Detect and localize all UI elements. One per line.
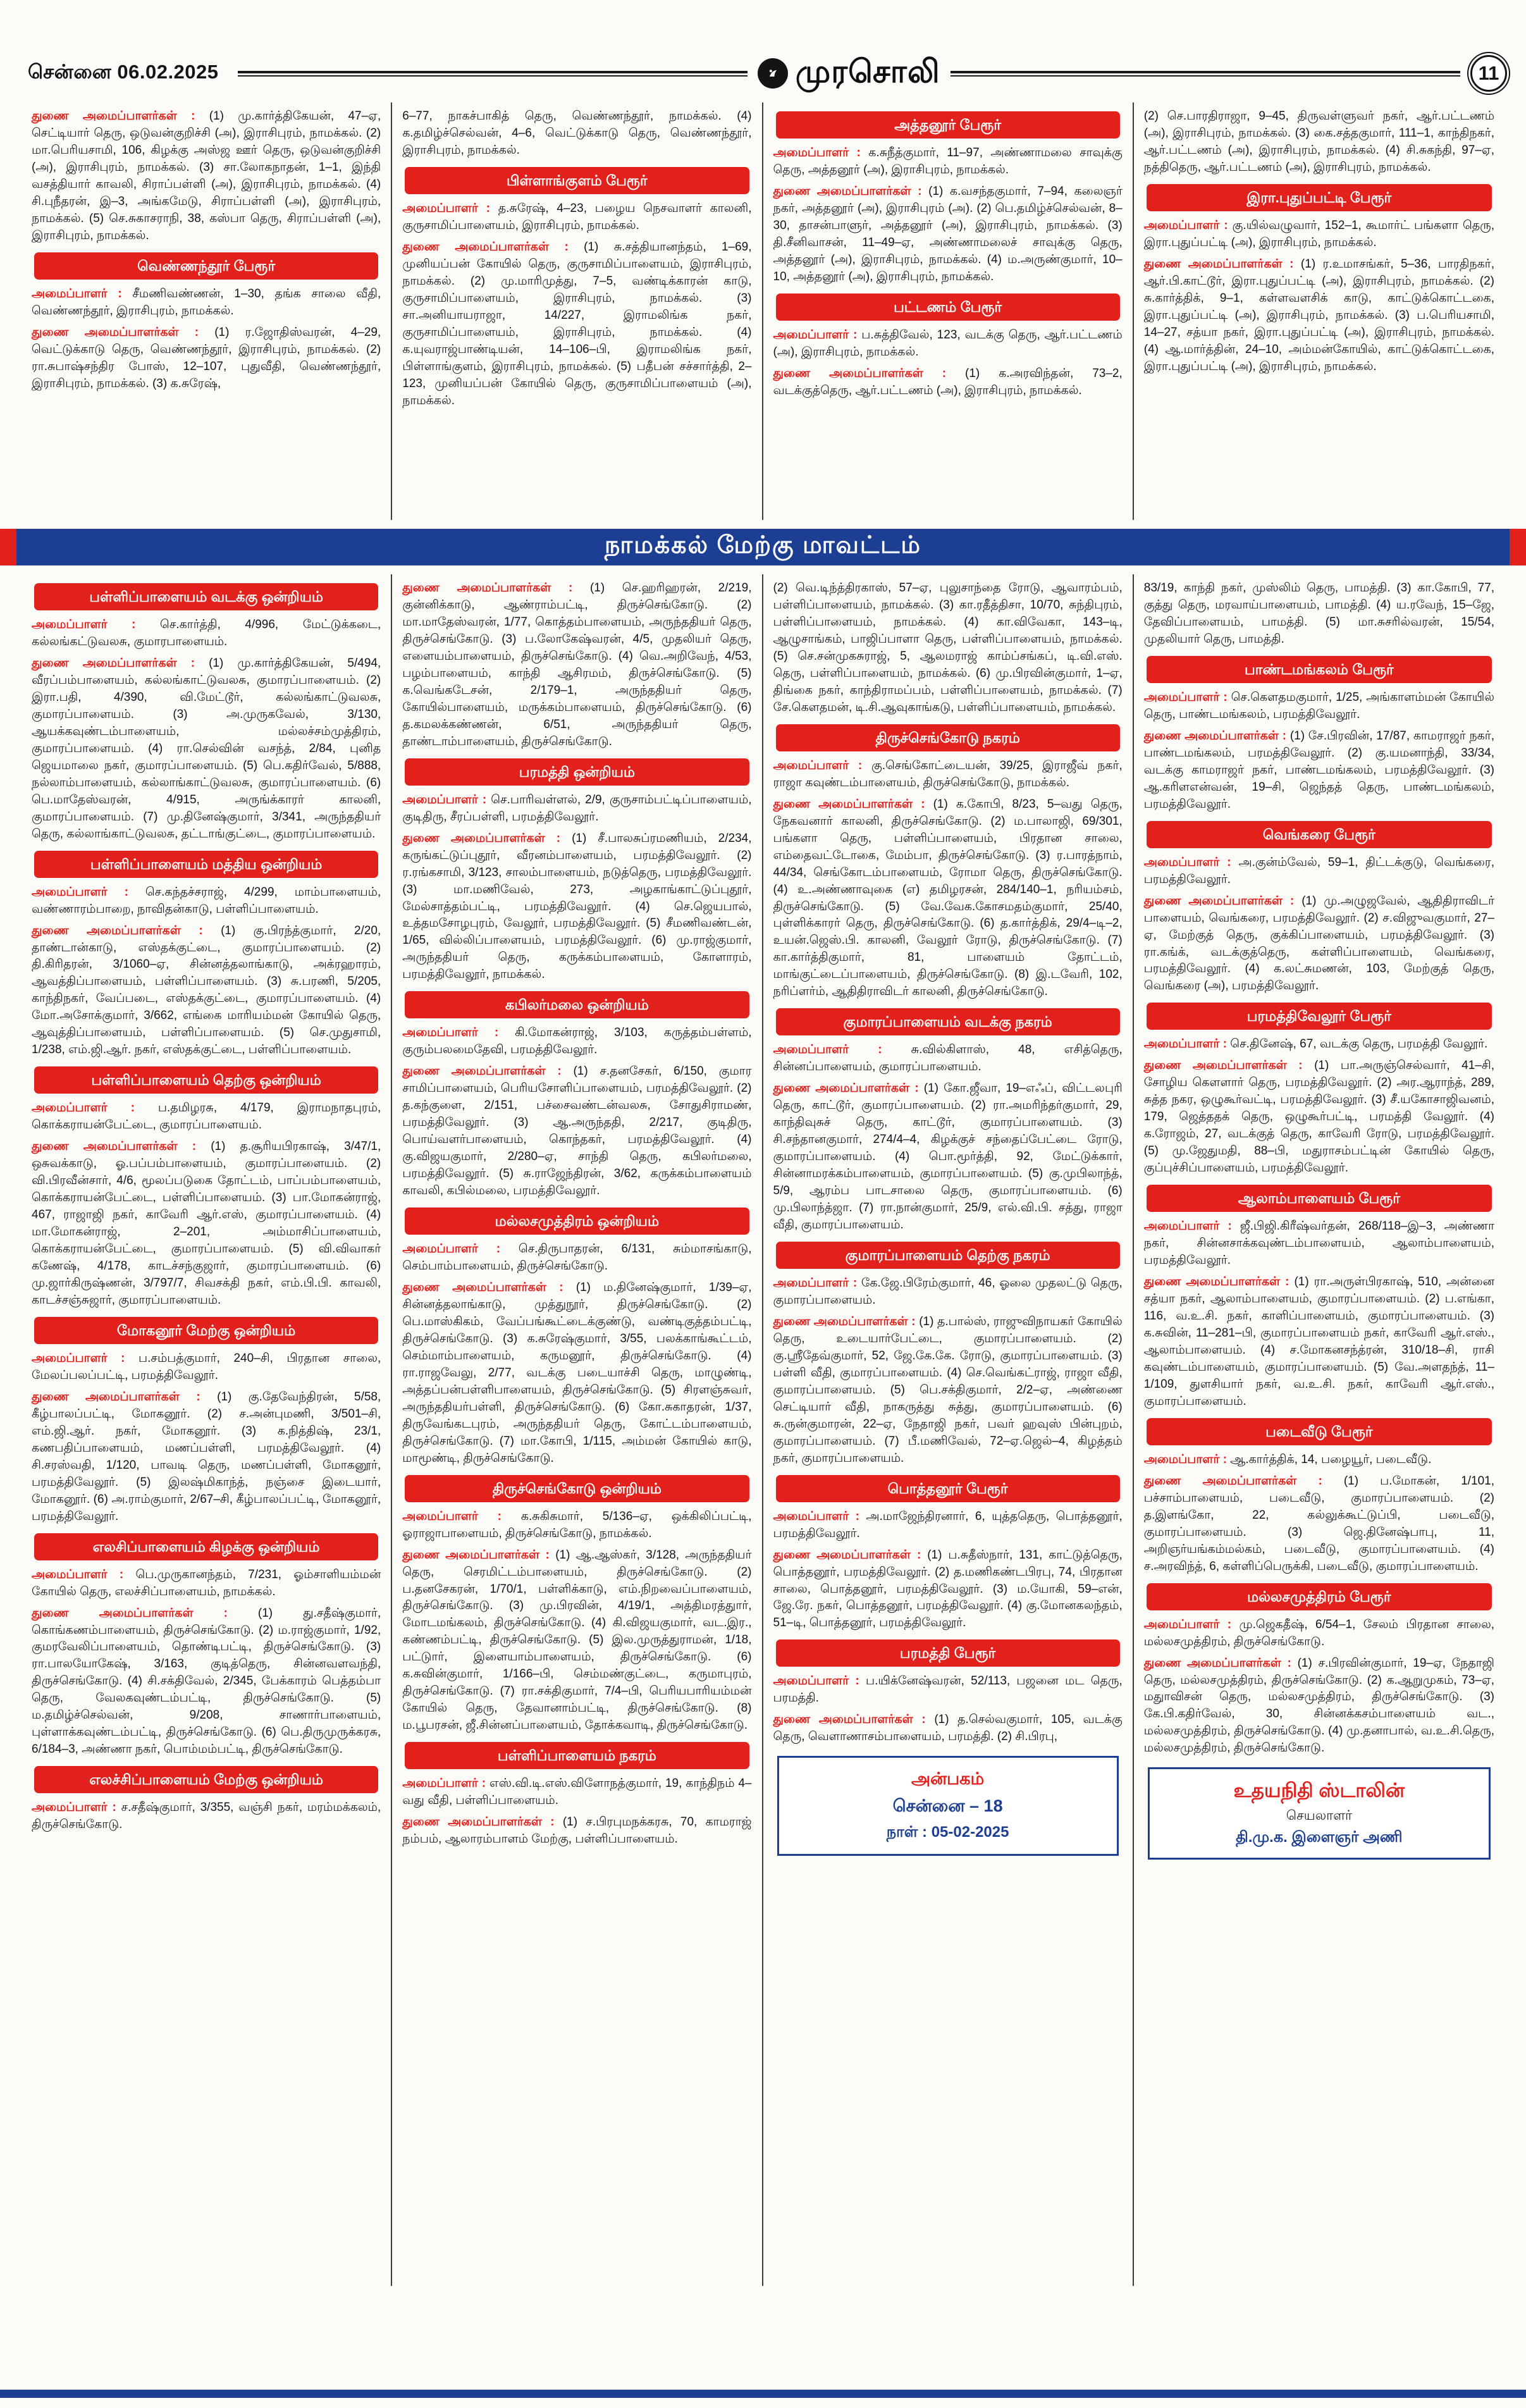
body-paragraph bbox=[1144, 108, 1494, 176]
body-paragraph bbox=[1144, 893, 1494, 996]
section-heading: பாண்டமங்கலம் பேரூர் bbox=[1147, 656, 1492, 683]
paragraph-label: அமைப்பாளர் : bbox=[1143, 1037, 1228, 1051]
body-paragraph bbox=[32, 655, 381, 843]
section-heading: பரமத்திவேலூர் பேரூர் bbox=[1147, 1003, 1492, 1030]
paragraph-text: செ.கந்தச்சராஜ், 4/299, மாம்பாளையம், வண்ணாரம்பாறை, நாவிதன்காடு, பள்ளிப்பாளையம். bbox=[32, 885, 381, 916]
paragraph-label: அமைப்பாளர் : bbox=[773, 1674, 859, 1688]
paragraph-label: துணை அமைப்பாளர்கள் : bbox=[32, 109, 195, 123]
paragraph-text: (1) ர.ஜோதிஸ்வரன், 4–29, வெட்டுக்காடு தெரு, வெண்ணந்தூர், இராசிபுரம், நாமக்கல். (2) ரா.சுபாஷ்சந்திர போஸ், 12–107, புதுவீதி, வெண்ணந்தூர், இராசிபுரம், நாமக்கல். (3) க.சுரேஷ், bbox=[32, 325, 381, 390]
masthead bbox=[19, 53, 1507, 94]
paragraph-label: அமைப்பாளர் : bbox=[32, 885, 128, 899]
paper-title: முரசொலி bbox=[795, 53, 940, 89]
main-cols-column-3 bbox=[763, 574, 1134, 2286]
body-paragraph bbox=[773, 758, 1123, 792]
paragraph-label: அமைப்பாளர் : bbox=[1143, 690, 1228, 704]
paragraph-text: (1) ப.மோகன், 1/101, பச்சாம்பாளையம், படைவீடு, குமாரப்பாளையம். (2) த.இளங்கோ, 22, கல்லுக்கூட்டுப்பி, படைவீடு, குமாரப்பாளையம். (3) ஜெ.தினேஷ்பாபு, 11, அறிஞர்யங்கம்மல்கம், படைவீடு, குமாரப்பாளையம். (4) ச.அரவிந்த், 6, கள்ளிப்பெருக்கி, படைவீடு, குமாரப்பாளையம். bbox=[1143, 1474, 1494, 1573]
top-section bbox=[22, 102, 1504, 520]
paragraph-text: (1) கு.பிரந்த்குமார், 2/20, தாண்டான்காடு, எஸ்தக்குட்டை, குமாரப்பாளையம். (2) தி.கிரிதரன், 3/1060–ஏ, சின்னத்தலாங்காடு, அக்ரஹாரம், ஆவத்திப்பாளையம், பள்ளிப்பாளையம். (3) சு.பரணி, 5/205, காந்திநகர், வேப்படை, எஸ்தக்குட்டை, குமாரப்பாளையம். (4) மோ.அசோக்குமார், 3/662, எங்கை மாரியம்மன் கோயில் தெரு, ஆவுத்திப்பாளையம், பள்ளிப்பாளையம். (5) செ.முதுசாமி, 1/238, எம்.ஜி.ஆர். நகர், எஸ்தக்குட்டை, பள்ளிப்பாளையம். bbox=[32, 923, 381, 1057]
paragraph-label: துணை அமைப்பாளர்கள் : bbox=[1143, 1275, 1289, 1289]
section-heading: குமாரப்பாளையம் வடக்கு நகரம் bbox=[776, 1008, 1120, 1035]
paragraph-text: (1) க.வசந்தகுமார், 7–94, கலைஞர் நகர், அத்தனூர் (அ), இராசிபுரம் (அ). (2) பெ.தமிழ்ச்செல்வன், 8–30, தாசன்பாளுர், அத்தனூர் (அ), இராசிபுரம், நாமக்கல். (3) தி.சீனிவாசன், 11–49–ஏ, அண்ணாமலைச் சாவுக்கு தெரு, அத்தனூர் (அ), இராசிபுரம், நாமக்கல். (4) ம.அருண்குமார், 10–10, அத்தனூர் (அ), இராசிபுரம், நாமக்கல். bbox=[773, 184, 1123, 283]
body-paragraph bbox=[1144, 1473, 1494, 1576]
main-cols-column-4 bbox=[1134, 574, 1504, 2286]
body-paragraph bbox=[402, 1509, 751, 1543]
paragraph-text: செ.திருபாதரன், 6/131, சும்மாசங்காடு, செம்பாம்பாளையம், திருச்செங்கோடு. bbox=[402, 1242, 752, 1273]
paragraph-label: துணை அமைப்பாளர்கள் : bbox=[1143, 257, 1294, 271]
paragraph-label: அமைப்பாளர் : bbox=[1143, 855, 1231, 869]
paragraph-text: (1) சே.பிரவின், 17/87, காமராஜர் நகர், பாண்டமங்கலம், பரமத்திவேலூர். (2) கு.யமனாந்தி, 33/34, வடக்கு காமராஜர் நகர், பாண்டமங்கலம், பரமத்திவேலூர். (3) ஆ.கரிளஎன்வன், 19–சி, ஜெந்தத் தெரு, பாண்டமங்கலம், பரமத்திவேலூர். bbox=[1143, 729, 1494, 811]
body-paragraph bbox=[1144, 256, 1494, 376]
paragraph-text: எஸ்.வி.டி.எஸ்.விளோநத்குமார், 19, காந்திநம் 4–வது வீதி, பள்ளிப்பாளையம். bbox=[402, 1777, 752, 1808]
section-heading: இரா.புதுப்பட்டி பேரூர் bbox=[1147, 184, 1492, 211]
page-number-badge: 11 bbox=[1470, 55, 1507, 92]
body-paragraph bbox=[1144, 1218, 1494, 1269]
paragraph-label: துணை அமைப்பாளர்கள் : bbox=[32, 325, 199, 339]
body-paragraph bbox=[773, 1712, 1123, 1746]
paragraph-text: 6–77, நாகச்பாகித் தெரு, வெண்ணந்தூர், நாமக்கல். (4) க.தமிழ்ச்செல்வன், 4–6, வெட்டுக்காடு தெரு, வெண்ணந்தூர், இராசிபுரம், நாமக்கல். bbox=[402, 109, 752, 157]
body-paragraph bbox=[402, 1814, 751, 1848]
masthead-rule-right bbox=[951, 71, 1460, 77]
paragraph-label: அமைப்பாளர் : bbox=[32, 287, 122, 300]
body-paragraph bbox=[32, 1139, 381, 1309]
paragraph-label: துணை அமைப்பாளர்கள் : bbox=[402, 1548, 550, 1562]
body-paragraph bbox=[1144, 728, 1494, 813]
paragraph-text: (1) ம.தினேஷ்குமார், 1/39–ஏ, சின்னத்தலாங்காடு, முத்துநூர், திருச்செங்கோடு. (2) பெ.மாஸ்கிகம், வேப்பங்கூட்டைக்குண்டு, வண்டிகுத்தம்பட்டி, திருச்செங்கோடு. (3) க.சுரேஷ்குமார், 3/55, பலக்காங்கூட்டம், செம்மாம்பாளையம், கருமனூர், திருச்செங்கோடு. (4) ரா.ராஜவேலு, 2/77, வடக்கு படையாச்சி தெரு, மாழுண்டி, அத்தப்பன்பள்ளிபாளையம், திருச்செங்கோடு. (5) சிரளஞ்சுவர், அருந்ததியர்பள்ளி, திருச்செங்கோடு. (6) கோ.சுகாதரன், 1/37, திருவேங்கடபுரம், அருந்ததியர் தெரு, கோட்டம்பாளையம், திருச்செங்கோடு. (7) மா.கோபி, 1/115, அம்மன் கோயில் காடு, மாமூண்டி, திருச்செங்கோடு. bbox=[402, 1280, 752, 1465]
section-heading: பள்ளிப்பாளையம் நகரம் bbox=[405, 1742, 749, 1769]
paragraph-label: துணை அமைப்பாளர்கள் : bbox=[773, 184, 922, 198]
district-banner bbox=[0, 529, 1526, 565]
paragraph-label: துணை அமைப்பாளர்கள் : bbox=[773, 1314, 916, 1328]
paragraph-label: துணை அமைப்பாளர்கள் : bbox=[402, 1815, 555, 1829]
signatory-name: உதயநிதி ஸ்டாலின் bbox=[1233, 1779, 1405, 1802]
paragraph-text: (1) ச.பிரபுமநக்கரசு, 70, காமராஜ் நம்பம், ஆலாரம்பாளம் மேற்கு, பள்ளிப்பாளையம். bbox=[402, 1815, 752, 1846]
paragraph-label: துணை அமைப்பாளர்கள் : bbox=[402, 831, 561, 845]
paragraph-text: ஜீ.பிஜி.கிரீஷ்வர்தன், 268/118–இ–3, அண்ணா நகர், சின்னசாக்கவுண்டம்பாளையம், ஆலாம்பாளையம், பரமத்திவேலூர். bbox=[1143, 1219, 1495, 1268]
paragraph-text: (1) ச.தனசேகர், 6/150, குமார சாமிப்பாளையம், பெரியசோளிப்பாளையம், பரமத்திவேலூர். (2) த.கந்குளை, 2/151, பச்சைவண்டன்வலசு, சோதுசிராமண், பரமத்திவேலூர். (3) ஆ.அருந்ததி, 2/217, குடிதிரு, பொய்வளர்பாளையம், கொந்தகர், பரமத்திவேலூர். (4) கு.விஜயகுமார், 2/280–ஏ, சாந்தி தெரு, கபிலர்மலை, பரமத்திவேலூர். (5) சு.ராஜேந்திரன், 3/62, கருக்கம்பாளையம் காவலி, கபில்மலை, பரமத்திவேலூர். bbox=[402, 1065, 752, 1198]
signature-box bbox=[1148, 1767, 1491, 1860]
section-heading: பள்ளிப்பாளையம் மத்திய ஒன்றியம் bbox=[34, 851, 378, 878]
notice-line3: நாள் : 05-02-2025 bbox=[886, 1824, 1009, 1841]
body-paragraph bbox=[32, 1389, 381, 1526]
body-paragraph bbox=[32, 108, 381, 245]
body-paragraph bbox=[1144, 1655, 1494, 1758]
paragraph-label: அமைப்பாளர் : bbox=[773, 1276, 858, 1290]
section-heading: எலச்சிப்பாளையம் மேற்கு ஒன்றியம் bbox=[34, 1766, 378, 1793]
body-paragraph bbox=[1144, 1036, 1494, 1053]
paragraph-text: (1) ப.சுதீஸ்நார், 131, காட்டுத்தெரு, பொத்தனூர், பரமத்திவேலூர். (2) த.மணிகண்டபிரபு, 74, பிரதான சாலை, பொத்தனூர், பரமத்திவேலூர். (3) ம.யோகி, 59–என், ஜே.ரே. நகர், பொத்தனூர், பரமத்திவேலூர். (4) கு.மோனகலந்தம், 51–டி, பொத்தனூர், பரமத்திவேலூர். bbox=[773, 1548, 1123, 1630]
body-paragraph bbox=[773, 1314, 1123, 1467]
section-heading: மோகனூர் மேற்கு ஒன்றியம் bbox=[34, 1317, 378, 1344]
paragraph-text: (1) க.அரவிந்தன், 73–2, வடக்குத்தெரு, ஆர்.பட்டணம் (அ), இராசிபுரம், நாமக்கல். bbox=[773, 366, 1123, 397]
body-paragraph bbox=[32, 884, 381, 918]
main-cols-column-1 bbox=[22, 574, 392, 2286]
district-banner-title: நாமக்கல் மேற்கு மாவட்டம் bbox=[605, 532, 921, 559]
paragraph-text: (2) வெ.டிந்த்திரகாஸ், 57–ஏ, புலுசாந்தை ரோடு, ஆவாரம்பம், பள்ளிப்பாளையம், நாமக்கல். (3) கா.ரதீத்திசா, 10/70, சுந்திபுரம், பள்ளிப்பாளையம், நாமக்கல். (4) கா.விவேகா, 143–டி, ஆழுசாங்கம், பாஜிப்பாளா தெரு, பள்ளிப்பாளையம், நாமக்கல். (5) செ.சன்முகசுராஜ், 5, ஆலமராஜ் காம்ப்சங்கப், டி.வி.எஸ். தெரு, பள்ளிப்பாளையம், நாமக்கல். (6) மு.பிரவின்குமார், 1–ஏ, திங்கை நகர், காந்திராமப்பம், பள்ளிப்பாளையம், நாமக்கல். (7) சே.கௌதமன், டி.சி.ஆவுகாங்கடு, பள்ளிப்பாளையம், நாமக்கல். bbox=[773, 581, 1123, 714]
paragraph-text: செ.கார்த்தி, 4/996, மேட்டுக்கடை, கல்லங்கட்டுவலசு, குமாரபாளையம். bbox=[32, 618, 381, 648]
paragraph-text: (1) த.சூரியபிரகாஷ், 3/47/1, ஒசுவக்காடு, ஓ.பப்பம்பாளையம், குமாரப்பாளையம். (2) வி.பிரவீன்சார், 4/6, மூலப்படுகை தோட்டம், பாப்பம்பாளையம், கொக்கராயன்பேட்டை, பள்ளிப்பாளையம். (3) பா.மோகன்ராஜ், 467, ராஜாஜி நகர், காவேரி ஆர்.எஸ், குமாரப்பாளையம். (4) மா.மோகன்ராஜ், 2–201, அம்மாசிப்பாளையம், கொக்கராயன்பேட்டை, குமாரப்பாளையம். (5) வி.விவாகர் கணேஷ், 4/178, காடச்சந்குஜார், குமாரப்பாளையம். (6) மு.ஜார்கிருஷ்ணன், 3/797/7, சிவசக்தி நகர், எம்.பி.பி. காவலி, காடச்சஞ்சுஜார், குமாரப்பாளையம். bbox=[32, 1140, 381, 1307]
paragraph-label: அமைப்பாளர் : bbox=[402, 201, 490, 215]
paragraph-text: (1) சீ.பாலசுப்ரமணியம், 2/234, கருங்கட்டுப்புதூர், வீரனம்பாளையம், பரமத்திவேலூர். (2) ர.ரங்கசாமி, 3/123, சாலம்பாளையம், நடுத்தெரு, பரமத்திவேலூர். (3) மா.மணிவேல், 273, அழகாங்காட்டுப்புதூர், மேல்சாத்தம்பட்டி, பரமத்திவேலூர். (4) செ.ஜெயபால், உத்தமசோழபுரம், வேலூர், பரமத்திவேலூர். (5) சீமணிவண்டன், 1/65, வில்லிப்பாளையம், பரமத்திவேலூர். (6) மு.ராஜ்குமார், அருந்ததியர் தெரு, கருக்கம்பாளையம், கோளாரம், பரமத்திவேலூர், நாமக்கல். bbox=[402, 831, 752, 982]
paragraph-label: துணை அமைப்பாளர்கள் : bbox=[402, 1280, 563, 1294]
paragraph-label: அமைப்பாளர் : bbox=[1143, 218, 1228, 232]
paragraph-text: பெ.முருகானந்தம், 7/231, ஓம்சாளியம்மன் கோயில் தெரு, எலச்சிப்பாளையம், நாமக்கல். bbox=[32, 1567, 381, 1598]
signatory-role: செயலாளர் bbox=[1286, 1808, 1353, 1824]
body-paragraph bbox=[1144, 1452, 1494, 1469]
body-paragraph bbox=[402, 830, 751, 984]
paragraph-label: துணை அமைப்பாளர்கள் : bbox=[32, 1390, 200, 1404]
paragraph-label: அமைப்பாளர் : bbox=[1143, 1219, 1232, 1233]
paragraph-label: துணை அமைப்பாளர்கள் : bbox=[1143, 894, 1295, 908]
paragraph-text: (1) கு.தேவேந்திரன், 5/58, கீழ்பாலப்பட்டி, மோகனூர். (2) ச.அன்புமணி, 3/501–சி, எம்.ஜி.ஆர். நகர், மோகனூர். (3) க.நித்திஷ், 23/1, கணபதிப்பாளையம், மணப்பள்ளி, பரமத்திவேலூர். (4) சி.சரஸ்வதி, 1/120, பாவடி தெரு, மணப்பள்ளி, மோகனூர், பரமத்திவேலூர். (5) இலஷ்மிகாந்த், நஞ்சை இடையார், மோகனூர். (6) அ.ராம்குமார், 2/67–சி, கீழ்பாலப்பட்டி, மோகனூர், பரமத்திவேலூர். bbox=[32, 1390, 381, 1523]
paragraph-label: அமைப்பாளர் : bbox=[402, 1242, 501, 1256]
notice-line2: சென்னை – 18 bbox=[892, 1796, 1003, 1816]
paragraph-text: (1) த.செல்வகுமார், 105, வடக்கு தெரு, வெளாணாசம்பாளையம், பரமத்தி. (2) சி.பிரபு, bbox=[773, 1713, 1123, 1744]
office-address-box bbox=[777, 1756, 1119, 1856]
paragraph-text: (1) சு.சத்தியானந்தம், 1–69, முனியப்பன் கோயில் தெரு, குருசாமிப்பாளையம், இராசிபுரம், நாமக்கல். (2) மு.மாரிமுத்து, 7–5, வண்டிக்காரன் காடு, குருசாமிப்பாளையம், இராசிபுரம், நாமக்கல். (3) சா.அனியாயராஜா, 14/227, இராமலிங்க நகர், குருசாமிப்பாளையம், இராசிபுரம், நாமக்கல். (4) க.யுவராஜ்பாண்டியன், 14–106–பி, இராமலிங்க நகர், பிள்ளாங்குளம், இராசிபுரம், நாமக்கல். (5) பதீபன் சச்சார்த்தி, 2–123, முனியப்பன் கோயில் தெரு, குருசாமிப்பாளையம் (அ), நாமக்கல். bbox=[402, 240, 752, 407]
paragraph-text: கி.மோகன்ராஜ், 3/103, கருத்தம்பள்ளம், குரும்பலமைதேவி, பரமத்திவேலூர். bbox=[402, 1026, 752, 1057]
body-paragraph bbox=[1144, 580, 1494, 648]
section-heading: பிள்ளாங்குளம் பேரூர் bbox=[405, 167, 749, 194]
paragraph-label: அமைப்பாளர் : bbox=[1143, 1452, 1228, 1466]
body-paragraph bbox=[402, 201, 751, 235]
paragraph-text: (1) ஆ.ஆஸ்கர், 3/128, அருந்ததியர் தெரு, செரமிட்டம்பாளையம், திருச்செங்கோடு. (2) ப.தனசேகரன், 1/70/1, பள்ளிக்காடு, எம்.நிறவைப்பாளையம், திருச்செங்கோடு. (3) மு.பிரவின், 4/19/1, அத்திமரத்துார், மோடமங்கலம், திருச்செங்கோடு. (4) கி.விஜயகுமார், வட.இர., கண்ணம்பட்டி, திருச்செங்கோடு. (5) இல.முருத்துராமன், 1/18, பட்டுார், இளையாம்பாளையம், திருச்செங்கோடு. (6) க.சுவின்குமார், 1/166–பி, செம்மண்குட்டை, கருமாபுரம், திருச்செங்கோடு. (7) ரா.சக்திகுமார், 7/4–பி, பெரியபாரியம்மன் கோயில் தெரு, தேவானாம்பட்டி, திருச்செங்கோடு. (8) ம.பூபரசன், ஜீ.சின்னப்பாளையம், தோக்கவாடி, திருச்செங்கோடு. bbox=[402, 1548, 752, 1732]
section-heading: படைவீடு பேரூர் bbox=[1147, 1418, 1492, 1445]
body-paragraph bbox=[1144, 218, 1494, 252]
paragraph-label: துணை அமைப்பாளர்கள் : bbox=[402, 240, 569, 254]
section-heading: பட்டணம் பேரூர் bbox=[776, 293, 1120, 321]
section-heading: திருச்செங்கோடு நகரம் bbox=[776, 724, 1120, 751]
top-cols-column-4 bbox=[1134, 102, 1504, 520]
body-paragraph bbox=[773, 145, 1123, 179]
paragraph-label: துணை அமைப்பாளர்கள் : bbox=[1143, 729, 1287, 743]
paragraph-label: அமைப்பாளர் : bbox=[32, 1351, 125, 1365]
paragraph-label: துணை அமைப்பாளர்கள் : bbox=[402, 1065, 562, 1078]
body-paragraph bbox=[402, 1775, 751, 1810]
main-cols-column-2 bbox=[392, 574, 763, 2286]
paragraph-label: அமைப்பாளர் : bbox=[773, 758, 863, 772]
body-paragraph bbox=[773, 1042, 1123, 1076]
body-paragraph bbox=[1144, 1274, 1494, 1411]
section-heading: பள்ளிப்பாளையம் வடக்கு ஒன்றியம் bbox=[34, 583, 378, 610]
paragraph-label: அமைப்பாளர் : bbox=[402, 1026, 499, 1040]
paragraph-label: அமைப்பாளர் : bbox=[402, 793, 487, 806]
top-cols-column-2 bbox=[392, 102, 763, 520]
body-paragraph bbox=[32, 324, 381, 393]
paragraph-label: அமைப்பாளர் : bbox=[1143, 1617, 1232, 1631]
masthead-city-date: சென்னை 06.02.2025 bbox=[28, 61, 219, 83]
section-heading: பரமத்தி ஒன்றியம் bbox=[405, 758, 749, 786]
paragraph-text: கே.ஜே.பிரேம்குமார், 46, ஓலை முதலட்டு தெரு, குமாரப்பாளையம். bbox=[773, 1276, 1123, 1307]
body-paragraph bbox=[1144, 689, 1494, 724]
paragraph-text: ப.சுத்திவேல், 123, வடக்கு தெரு, ஆர்.பட்டணம் (அ), இராசிபுரம், நாமக்கல். bbox=[773, 328, 1123, 359]
paragraph-label: துணை அமைப்பாளர்கள் : bbox=[773, 1082, 919, 1096]
body-paragraph bbox=[32, 923, 381, 1059]
paragraph-text: (2) செ.பாரதிராஜா, 9–45, திருவள்ளுவர் நகர், ஆர்.பட்டணம் (அ), இராசிபுரம், நாமக்கல். (3) கை.சத்தகுமார், 111–1, காந்திநகர், ஆர்.பட்டணம் (அ), இராசிபுரம், நாமக்கல். (4) சி.சுகந்தி, 97–ஏ, நத்திதெரு, ஆர்.பட்டணம் (அ), இராசிபுரம், நாமக்கல். bbox=[1143, 109, 1494, 174]
top-cols-column-1 bbox=[22, 102, 392, 520]
paragraph-text: செ.தினேஷ், 67, வடக்கு தெரு, பரமத்தி வேலூர். bbox=[1230, 1037, 1488, 1051]
peacock-emblem-icon bbox=[758, 58, 788, 89]
section-heading: திருச்செங்கோடு ஒன்றியம் bbox=[405, 1475, 749, 1502]
paragraph-text: கு.யில்வழுவார், 152–1, கூமார்ட் பங்களா தெரு, இரா.புதுப்பட்டி (அ), இராசிபுரம், நாமக்கல். bbox=[1143, 218, 1495, 249]
body-paragraph bbox=[32, 1350, 381, 1385]
body-paragraph bbox=[402, 1241, 751, 1275]
section-heading: பரமத்தி பேரூர் bbox=[776, 1639, 1120, 1667]
paragraph-text: அ.மாஜேந்திரனார், 6, யுத்ததெரு, பொத்தனூர், பரமத்திவேலூர். bbox=[773, 1509, 1123, 1540]
body-paragraph bbox=[402, 1280, 751, 1467]
section-heading: மல்லசமுத்திரம் பேரூர் bbox=[1147, 1583, 1492, 1610]
paragraph-label: துணை அமைப்பாளர்கள் : bbox=[1143, 1059, 1303, 1073]
paragraph-label: அமைப்பாளர் : bbox=[402, 1509, 502, 1523]
paragraph-text: கு.செங்கோட்டையன், 39/25, இராஜீவ் நகர், ராஜா கவுண்டம்பாளையம், திருச்செங்கோடு, நாமக்கல். bbox=[773, 758, 1123, 789]
body-paragraph bbox=[402, 792, 751, 826]
body-paragraph bbox=[773, 1275, 1123, 1309]
banner-endcap-right bbox=[1510, 529, 1526, 565]
body-paragraph bbox=[32, 617, 381, 651]
notice-line1: அன்பகம் bbox=[911, 1769, 985, 1789]
paper-logo bbox=[758, 53, 940, 94]
section-heading: வெங்கரை பேரூர் bbox=[1147, 821, 1492, 848]
body-paragraph bbox=[773, 796, 1123, 1001]
section-heading: பொத்தனூர் பேரூர் bbox=[776, 1475, 1120, 1502]
paragraph-text: ப.யிக்னேஷ்வரன், 52/113, பஜனை மட தெரு, பரமத்தி. bbox=[773, 1674, 1123, 1705]
paragraph-label: அமைப்பாளர் : bbox=[773, 1509, 859, 1523]
paragraph-label: அமைப்பாளர் : bbox=[32, 1101, 135, 1115]
section-heading: வெண்ணந்தூர் பேரூர் bbox=[34, 252, 378, 280]
paragraph-text: செ.கௌதமகுமார், 1/25, அங்காளம்மன் கோயில் தெரு, பாண்டமங்கலம், பரமத்திவேலூர். bbox=[1143, 690, 1495, 721]
paragraph-text: க.சுகிசுமார், 5/136–ஏ, ஒக்கிலிப்பட்டி, ஓராஜாபாளையம், திருச்செங்கோடு, நாமக்கல். bbox=[402, 1509, 752, 1540]
section-heading: குமாரப்பாளையம் தெற்கு நகரம் bbox=[776, 1242, 1120, 1269]
paragraph-label: துணை அமைப்பாளர்கள் : bbox=[1143, 1474, 1322, 1488]
body-paragraph bbox=[402, 108, 751, 159]
section-heading: மல்லசமுத்திரம் ஒன்றியம் bbox=[405, 1207, 749, 1235]
masthead-rule-left bbox=[238, 71, 748, 77]
body-paragraph bbox=[32, 1100, 381, 1134]
body-paragraph bbox=[402, 1547, 751, 1735]
paragraph-label: துணை அமைப்பாளர்கள் : bbox=[1143, 1656, 1291, 1670]
paragraph-text: சீமணிவண்ணன், 1–30, தங்க சாலை வீதி, வெண்ணந்தூர், இராசிபுரம், நாமக்கல். bbox=[32, 287, 381, 318]
body-paragraph bbox=[32, 1567, 381, 1601]
body-paragraph bbox=[1144, 1617, 1494, 1651]
paragraph-label: துணை அமைப்பாளர்கள் : bbox=[773, 797, 925, 811]
paragraph-label: துணை அமைப்பாளர்கள் : bbox=[773, 1713, 926, 1727]
body-paragraph bbox=[32, 286, 381, 320]
paragraph-label: துணை அமைப்பாளர்கள் : bbox=[402, 581, 573, 595]
top-cols-column-3 bbox=[763, 102, 1134, 520]
body-paragraph bbox=[402, 1063, 751, 1200]
body-paragraph bbox=[773, 1080, 1123, 1234]
paragraph-text: செ.பாரிவள்ளல், 2/9, குருசாம்பட்டிப்பாளையம், குடிதிரு, சீரப்பள்ளி, பரமத்திவேலூர். bbox=[402, 793, 752, 824]
paragraph-text: (1) மு.அழுஜவேல், ஆதிதிராவிடர் பாளையம், வெங்கரை, பரமத்திவேலூர். (2) ச.விஜுவகுமார், 27–ஏ, மேற்குத் தெரு, குக்கிப்பாளையம், பரமத்திவேலூர். (3) ரா.கங்க், வடக்குத்தெரு, கள்ளிப்பாளையம், வெங்கரை, பரமத்திவேலூர். (4) க.லட்சுமணன், 103, மேற்குத் தெரு, வெங்கரை (அ), பரமத்திவேலூர். bbox=[1143, 894, 1495, 993]
body-paragraph bbox=[1144, 1058, 1494, 1177]
paragraph-text: (1) ரா.அருள்பிரகாஷ், 510, அன்னை சத்யா நகர், ஆலாம்பாளையம், குமாரப்பாளையம். (2) ப.எங்கா, 116, வ.உ.சி. நகர், காளிப்பாளையம், குமாரப்பாளையம். (3) க.சுவின், 11–281–பி, குமாரப்பாளையம் நகர், காவேரி ஆர்.எஸ்., ஆலாம்பாளையம். (4) ச.மோகனசந்த்ரன், 310/18–சி, ராசி கவுண்டம்பாளையம், குமாரப்பாளையம். (5) வே.அளதந்த், 11–1/109, துளசியார் நகர், வ.உ.சி. நகர், காவேரி ஆர்.எஸ்., குமாரப்பாளையம். bbox=[1143, 1275, 1494, 1408]
paragraph-text: அ.குன்ம்வேல், 59–1, திட்டக்குடு, வெங்கரை, பரமத்திவேலூர். bbox=[1143, 855, 1494, 886]
body-paragraph bbox=[773, 1547, 1123, 1633]
paragraph-label: துணை அமைப்பாளர்கள் : bbox=[773, 366, 947, 380]
paragraph-text: (1) து.சதீஷ்குமார், கொங்கணம்பாளையம், திருச்செங்கோடு. (2) ம.ராஜ்குமார், 1/92, குமரவேலிப்பாளையம், தொண்டிபட்டி, திருச்செங்கோடு. (3) ரா.பாலயோகேஷ், 3/163, குடித்தெரு, சின்னவளவந்தி, திருச்செங்கோடு. (4) சி.சக்திவேல், 2/345, பேக்காரம் பெத்தம்பா தெரு, வேலகவுண்டம்பட்டி, திருச்செங்கோடு. (5) ம.தமிழ்ச்செல்வன், 9/208, சாணார்பாளையம், புள்ளாக்கவுண்டம்பட்டி, திருச்செங்கோடு. (6) பெ.திருமுருக்கரசு, 6/184–3, அண்ணா நகர், பொம்மம்பட்டி, திருச்செங்கோடு. bbox=[32, 1606, 381, 1757]
paragraph-label: அமைப்பாளர் : bbox=[32, 1567, 124, 1581]
body-paragraph bbox=[773, 1509, 1123, 1543]
paragraph-label: துணை அமைப்பாளர்கள் : bbox=[32, 923, 203, 937]
paragraph-label: துணை அமைப்பாளர்கள் : bbox=[32, 656, 195, 670]
paragraph-text: (1) மு.கார்த்திகேயன், 47–ஏ, செட்டியார் தெரு, ஒடுவன்குறிச்சி (அ), இராசிபுரம், நாமக்கல். (2) மா.பெரியசாமி, 106, கிழக்கு அஸ்ஜ ஊர் தெரு, ஒடுவன்குறிச்சி (அ), இராசிபுரம், நாமக்கல். (3) சா.லோகநாதன், 1–1, இந்தி வசத்தியார் காவலி, சிராப்பள்ளி (அ), இராசிபுரம், நாமக்கல். (4) சி.புநீதரன், இ–3, அங்கமேடு, சிராப்பள்ளி (அ), இராசிபுரம், நாமக்கல். (5) செ.சுகாசராநி, 38, கஸ்பா தெரு, சிராப்பள்ளி (அ), இராசிபுரம், நாமக்கல். bbox=[32, 109, 381, 242]
body-paragraph bbox=[773, 366, 1123, 400]
signatory-organization: தி.மு.க. இளைஞர் அணி bbox=[1236, 1829, 1403, 1846]
body-paragraph bbox=[773, 580, 1123, 717]
paragraph-text: (1) கோ.ஜீவா, 19–எஃப், விட்டலபுரி தெரு, காட்டூர், குமாரப்பாளையம். (2) ரா.அமரிந்தர்குமார், 29, காந்திவுசுச் தெரு, காட்டூர், குமாரப்பாளையம். (3) சி.சந்தானகுமார், 274/4–4, கிழக்குச் சந்தைப்பேட்டை ரோடு, குமாரப்பாளையம். (4) பொ.மூர்த்தி, 92, மேட்டுக்கார், சின்னாமரக்கம்பாளையம், குமாரப்பாளையம். (5) கு.முபிலாந்த், 5/9, ஆரம்ப பாடசாலை தெரு, குமாரப்பாளையம். (6) மு.பிலாந்த்ஜா. (7) ரா.நான்குமார், 25/9, எல்.வி.பி. சத்து, ராஜா வீதி, குமாரப்பாளையம். bbox=[773, 1082, 1123, 1232]
section-heading: ஆலாம்பாளையம் பேரூர் bbox=[1147, 1185, 1492, 1212]
banner-endcap-left bbox=[0, 529, 16, 565]
paragraph-text: (1) செ.ஹரிஹரன், 2/219, குன்னிக்காடு, ஆண்ராம்பட்டி, திருச்செங்கோடு. (2) மா.மாதேஸ்வரன், 1/77, கொத்தம்பாளையம், அருந்ததியர் தெரு, திருச்செங்கோடு. (3) ப.லோகேஷ்வரன், 4/5, முதலியர் தெரு, எளையம்பாளையம், திருச்செங்கோடு. (4) வெ.அறிவேந், 4/53, பழம்பாளையம், காந்தி ஆசிரமம், திருச்செங்கோடு. (5) க.வெங்கடேசன், 2/179–1, அருந்ததியர் தெரு, கோயில்பாளையம், மருக்கம்பாளையம், திருச்செங்கோடு. (6) த.கமலக்கண்ணன், 6/51, அருந்ததியர் தெரு, தாண்டாம்பாளையம், திருச்செங்கோடு. bbox=[402, 581, 752, 748]
body-paragraph bbox=[402, 1025, 751, 1059]
paragraph-text: (1) ர.உமாசங்கர், 5–36, பாரதிநகர், ஆர்.பி.காட்டூர், இரா.புதுப்பட்டி (அ), இராசிபுரம், நாமக்கல். (2) சு.கார்த்திக், 9–1, கள்ளவளசிக் காடு, காட்டுக்கொட்டகை, இரா.புதுப்பட்டி (அ), இராசிபுரம், நாமக்கல். (3) ப.பெரியசாமி, 14–27, சத்யா நகர், இரா.புதுப்பட்டி (அ), இராசிபுரம், நாமக்கல். (4) ஆ.மார்த்தின், 24–10, அம்மன்கோயில், காட்டுக்கொட்டகை, இரா.புதுப்பட்டி (அ), இராசிபுரம், நாமக்கல். bbox=[1143, 257, 1495, 373]
section-heading: எலசிப்பாளையம் கிழக்கு ஒன்றியம் bbox=[34, 1533, 378, 1560]
paragraph-label: அமைப்பாளர் : bbox=[402, 1777, 486, 1791]
paragraph-label: அமைப்பாளர் : bbox=[773, 146, 861, 159]
body-paragraph bbox=[1144, 855, 1494, 889]
paragraph-label: துணை அமைப்பாளர்கள் : bbox=[32, 1140, 197, 1154]
body-paragraph bbox=[402, 239, 751, 410]
main-section bbox=[22, 574, 1504, 2286]
paragraph-text: ப.தமிழரசு, 4/179, இராமநாதபுரம், கொக்கராயன்பேட்டை, குமாரப்பாளையம். bbox=[32, 1101, 381, 1132]
paragraph-text: க.சுநீத்குமார், 11–97, அண்ணாமலை சாவுக்கு தெரு, அத்தனூர் (அ), இராசிபுரம், நாமக்கல். bbox=[773, 146, 1123, 176]
body-paragraph bbox=[32, 1800, 381, 1834]
paragraph-text: (1) க.கோபி, 8/23, 5–வது தெரு, நேகவனார் காலனி, திருச்செங்கோடு. (2) ம.பாலாஜி, 69/301, பங்களா தெரு, பள்ளிப்பாளையம், பிரதான சாலை, எம்தைவட்டோகை, மேம்பா, திருச்செங்கோடு. (3) ர.பாரத்நாம், 44/34, செங்கோடம்பாளையம், ரோமா தெரு, திருச்செங்கோடு. (4) உ.அண்ணாவுகை (எ) தமிழரசன், 284/140–1, நரியம்சம், திருச்செங்கோடு. (5) வே.வேக.கோசமதம்குமார், 25/40, புள்ளிக்காரர் தெரு, திருச்செங்கோடு. (6) த.கார்த்திக், 29/4–டி–2, உயன்.ஜெஸ்.பி. காலனி, வேலூர் ரோடு, திருச்செங்கோடு. (7) கா.கார்த்திகுமார், 81, பாளையம் தோட்டம், மாங்குட்டைப்பாளையம், திருச்செங்கோடு. (8) இ.டவேரி, 102, நரிப்ளர்ம், ஆதிதிராவிடர் காலனி, திருச்செங்கோடு. bbox=[773, 797, 1123, 999]
body-paragraph bbox=[773, 1673, 1123, 1707]
paragraph-text: சு.வில்கிளாஸ், 48, எசித்தெரு, சின்னப்பாளையம், குமாரப்பாளையம். bbox=[773, 1043, 1123, 1074]
section-heading: கபிலர்மலை ஒன்றியம் bbox=[405, 991, 749, 1018]
paragraph-text: ஆ.கார்த்திக், 14, பழையூர், படைவீடு. bbox=[1230, 1452, 1432, 1466]
paragraph-text: (1) த.பால்ஸ், ராஜுவிநாயகர் கோயில் தெரு, உடையார்பேட்டை, குமாரப்பாளையம். (2) கு.ஸ்ரீதேவ்குமார், 52, ஜே.கே.கே. ரோடு, குமாரப்பாளையம். (3) பள்ளி வீதி, குமாரப்பாளையம். (4) செ.வெங்கட்ராஜ், ராஜா வீதி, குமாரப்பாளையம். (5) பெ.சக்திகுமார், 2/2–ஏ, அண்ணை செட்டியார் வீதி, நாகருத்து சுத்து, குமாரப்பாளையம். (6) சு.ருன்குமாரன், 22–ஏ, நேதாஜி நகர், பவர் ஹவுஸ் பின்புறம், குமாரப்பாளையம். (7) பீ.மணிவேல், 72–ஏ.ஜெல்–4, கிழத்தம் நகர், குமாரப்பாளையம். bbox=[773, 1314, 1123, 1465]
paragraph-label: துணை அமைப்பாளர்கள் : bbox=[773, 1548, 921, 1562]
paragraph-label: அமைப்பாளர் : bbox=[32, 618, 136, 631]
paragraph-text: ச.சதீஷ்குமார், 3/355, வஞ்சி நகர், மரம்மக்கலம், திருச்செங்கோடு. bbox=[32, 1801, 381, 1832]
paragraph-text: (1) ச.பிரவின்குமார், 19–ஏ, நேதாஜி தெரு, மல்லசமுத்திரம், திருச்செங்கோடு. (2) க.ஆறுமுகம், 73–ஏ, மதுாவிசன் தெரு, மல்லசமுத்திரம், திருச்செங்கோடு. (3) கே.பி.கதிர்வேல், 30, சின்னக்கசம்பாளையம் வட., மல்லசமுத்திரம், திருச்செங்கோடு. (4) மு.தனாபால், வ.உ.சி.தெரு, மல்லசமுத்திரம், திருச்செங்கோடு. bbox=[1143, 1656, 1494, 1755]
paragraph-label: அமைப்பாளர் : bbox=[773, 328, 858, 342]
paragraph-text: (1) மு.கார்த்திகேயன், 5/494, வீரப்பம்பாளையம், கல்லங்காட்டுவலசு, குமாரப்பாளையம். (2) இரா.பதி, 4/390, வி.மேட்டூர், கல்லங்காட்டுவலசு, குமாரப்பாளையம். (3) அ.முருகவேல், 3/130, ஆயக்கவுண்டம்பாளையம், மல்லச்சம்முத்திரம், குமாரப்பாளையம். (4) ரா.செல்வின் வசந்த், 2/84, புனித ஜெயமாலை நகர், குமாரப்பாளையம். (5) பெ.கதிர்வேல், 5/888, நல்லாம்பாளையம், கல்லாங்காட்டுவலசு, குமாரப்பாளையம். (6) பெ.மாதேஸ்வரன், 4/915, அருங்க்காரர் காலனி, குமாரப்பாளையம். (7) மு.தினேஷ்குமார், 3/341, அருந்ததியர் தெரு, கல்லாங்காட்டுவலசு, தட்டாங்குட்டை, குமாரப்பாளையம். bbox=[32, 656, 381, 841]
paragraph-text: த.சுரேஷ், 4–23, பழைய நெசவாளர் காலனி, குருசாமிப்பாளையம், இராசிபுரம், நாமக்கல். bbox=[402, 201, 752, 232]
section-heading: அத்தனூர் பேரூர் bbox=[776, 111, 1120, 139]
body-paragraph bbox=[402, 580, 751, 751]
body-paragraph bbox=[773, 183, 1123, 286]
section-heading: பள்ளிப்பாளையம் தெற்கு ஒன்றியம் bbox=[34, 1066, 378, 1094]
paragraph-label: துணை அமைப்பாளர்கள் : bbox=[32, 1606, 228, 1620]
body-paragraph bbox=[32, 1605, 381, 1759]
bottom-rule-bar bbox=[0, 2390, 1526, 2398]
paragraph-label: அமைப்பாளர் : bbox=[773, 1043, 882, 1057]
paragraph-text: (1) பா.அருஞ்செல்வார், 41–சி, சோழிய கௌளார் தெரு, பரமத்திவேலூர். (2) அர.ஆராந்த், 289, சுத்த நகர, ஒழுகூர்வட்டி, பரமத்திவேலூர். (3) சீ.யகோசாஜிவனம், 179, ஜெத்ததக் தெரு, ஒழுகூர்பட்டி, பரமத்தி வேலூர். (4) க.ரோஜம், 27, வடக்குத் தெரு, காவேரி ரோடு, பரமத்திவேலூர். (5) மு.ஜேதுமதி, 88–பி, மதுராசம்பட்டின் கோயில் தெரு, குப்புச்சிப்பாளையம், பரமத்திவேலூர். bbox=[1143, 1059, 1495, 1175]
paragraph-label: அமைப்பாளர் : bbox=[32, 1801, 116, 1815]
body-paragraph bbox=[773, 327, 1123, 361]
paragraph-text: மு.ஜெகதீஷ், 6/54–1, சேலம் பிரதான சாலை, மல்லசமுத்திரம், திருச்செங்கோடு. bbox=[1143, 1617, 1495, 1648]
paragraph-text: ப.சம்பத்குமார், 240–சி, பிரதான சாலை, மேலப்பலப்பட்டி, பரமத்திவேலூர். bbox=[32, 1351, 381, 1382]
paragraph-text: 83/19, காந்தி நகர், முஸ்லிம் தெரு, பாமத்தி. (3) கா.கோபி, 77, குத்து தெரு, மரவாய்பாளையம், பாமத்தி. (4) ய.ரவேந், 15–ஜே, தேவிப்பாளையம், பாமத்தி. (5) மா.சுசரில்வரன், 15/54, முதலியார் தெரு, பாமத்தி. bbox=[1143, 581, 1494, 646]
